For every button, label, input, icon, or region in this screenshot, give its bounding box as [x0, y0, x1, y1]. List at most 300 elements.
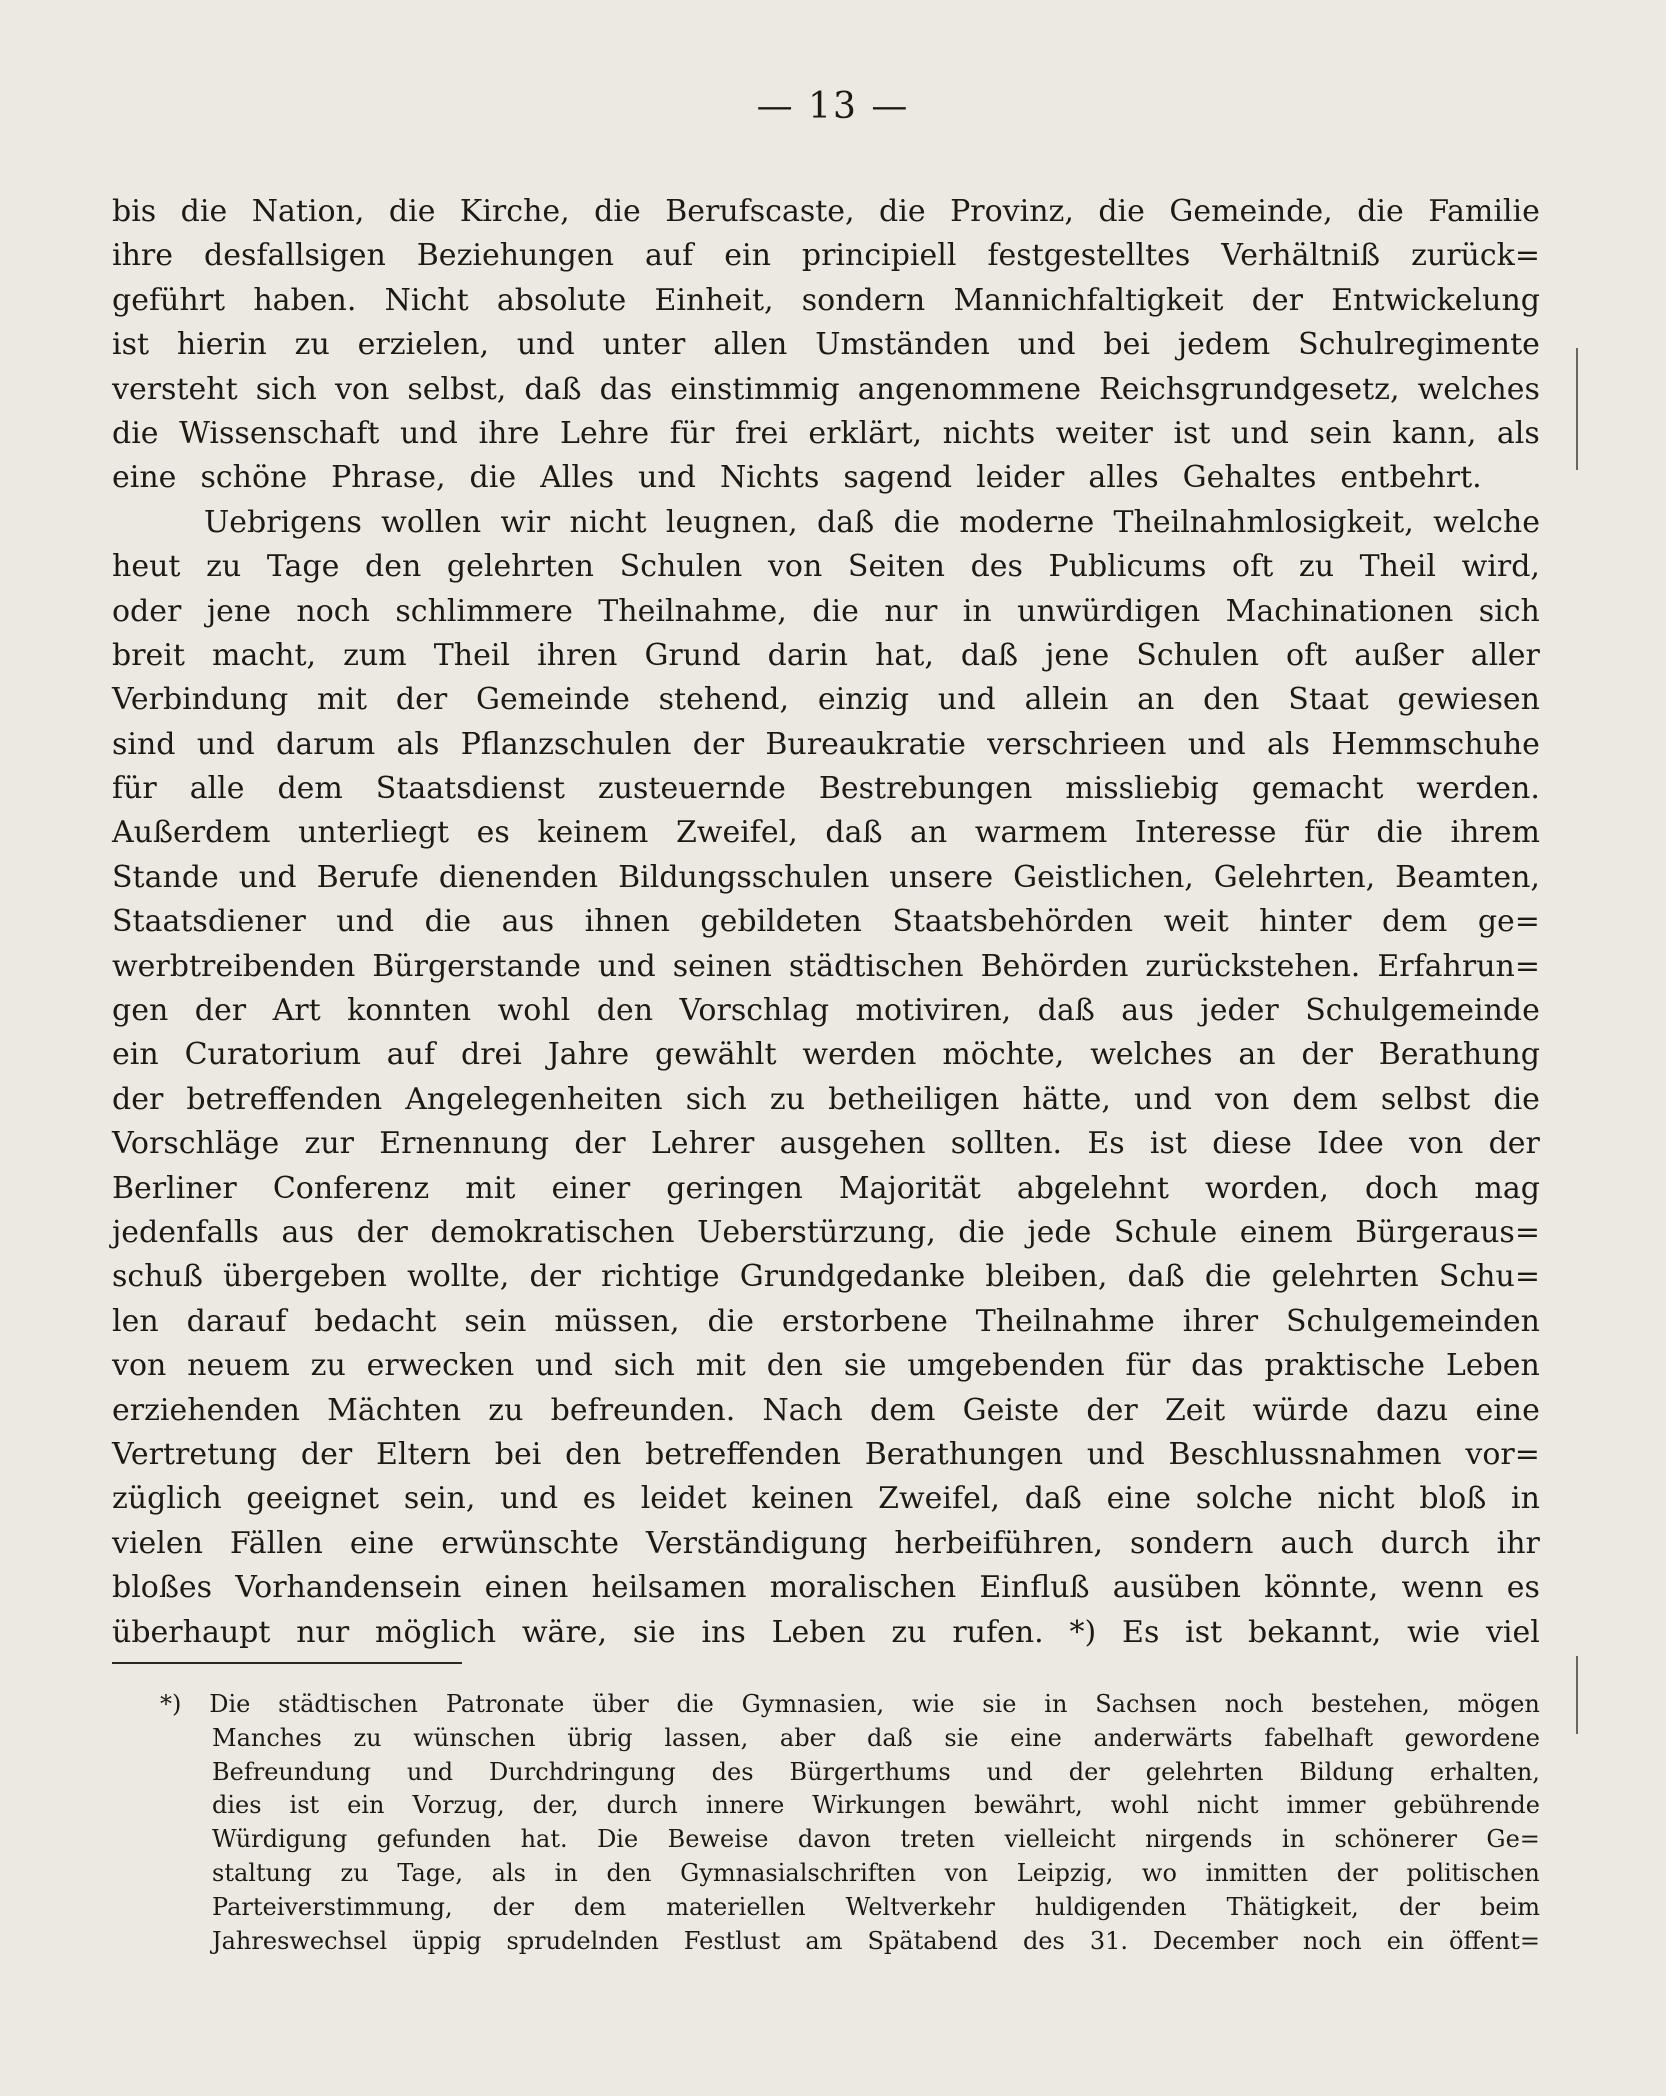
word: als [396, 726, 440, 762]
word: zu [206, 549, 242, 585]
word: den [365, 549, 422, 585]
word: und [535, 1348, 593, 1384]
word: die [1493, 1081, 1540, 1117]
word: solche [1195, 1481, 1293, 1517]
word: innere [705, 1791, 785, 1820]
word: ist [112, 327, 150, 363]
word: an [1238, 1037, 1276, 1073]
word: davon [797, 1825, 871, 1854]
word: über [592, 1690, 649, 1718]
word: Theil [433, 637, 511, 673]
word: durch [606, 1791, 678, 1820]
word: moralischen [769, 1570, 957, 1606]
footnote-line [112, 1925, 1540, 1959]
word: daß [960, 637, 1019, 673]
body-line [112, 590, 1540, 634]
word: für [669, 415, 715, 451]
word: den [565, 1436, 622, 1472]
word: die [180, 194, 228, 229]
body-line [112, 456, 1540, 500]
word: werden [802, 1037, 917, 1073]
word: es [476, 815, 510, 851]
word: aber [779, 1723, 836, 1752]
word: vor= [1465, 1436, 1540, 1472]
word: Die [209, 1690, 251, 1718]
word: rufen. [952, 1614, 1044, 1650]
word: ist [1185, 1614, 1223, 1650]
word: der, [532, 1791, 579, 1820]
word: Theilnahme, [598, 593, 787, 629]
word: die [676, 1690, 714, 1718]
body-line [112, 1167, 1540, 1211]
word: Uebrigens [204, 504, 362, 540]
word: alles [1088, 460, 1159, 496]
word: aus [281, 1214, 335, 1250]
word: Lehre [560, 415, 650, 451]
word: züglich [112, 1481, 222, 1517]
word: der [692, 726, 745, 762]
word: den [1203, 682, 1260, 718]
word: Angelegenheiten [405, 1081, 663, 1117]
word: und [1187, 726, 1246, 762]
word: zu [340, 1858, 369, 1887]
word: zusteuernde [597, 771, 786, 807]
word: wenn [1401, 1570, 1484, 1606]
word: Bürgeraus= [1355, 1214, 1540, 1250]
word: und [400, 415, 458, 451]
body-line [112, 1033, 1540, 1077]
word: Mächten [327, 1392, 462, 1428]
word: Wissenschaft [179, 415, 380, 451]
body-line [112, 634, 1540, 678]
word: von [944, 1858, 989, 1887]
margin-pencil-mark [1576, 1656, 1578, 1734]
word: bestehen, [1311, 1690, 1430, 1718]
word: dem [277, 771, 343, 807]
word: Bürgerthums [789, 1757, 951, 1786]
word: an [1137, 682, 1175, 718]
word: die [469, 460, 517, 496]
footnote-separator [112, 1662, 462, 1664]
word: entbehrt. [1340, 460, 1482, 496]
word: Schulregimente [1298, 327, 1540, 363]
word: zurückstehen. [1145, 948, 1361, 984]
word: Beschlussnahmen [1168, 1436, 1442, 1472]
word: festgestelltes [987, 238, 1191, 274]
word: Publicums [1048, 549, 1207, 585]
word: Bestrebungen [818, 771, 1033, 807]
word: Interesse [1134, 815, 1277, 851]
word: demokratischen [430, 1214, 675, 1250]
word: der [1068, 1757, 1110, 1786]
word: Geiste [962, 1392, 1060, 1428]
word: daß [816, 504, 875, 540]
word: noch [1224, 1690, 1284, 1718]
word: ausüben [1112, 1570, 1241, 1606]
word: und [336, 904, 395, 940]
word: und [500, 1481, 559, 1517]
word: daß [1024, 1481, 1082, 1517]
word: der [1251, 282, 1303, 318]
word: materiellen [666, 1892, 806, 1921]
word: Gymnasien, [741, 1690, 885, 1718]
word: drei [460, 1037, 522, 1073]
word: Ge= [1486, 1825, 1540, 1854]
word: Verständigung [645, 1525, 868, 1561]
body-line [112, 1433, 1540, 1477]
word: Seiten [847, 549, 945, 585]
body-line [112, 1344, 1540, 1388]
word: wir [500, 504, 551, 540]
word: ge= [1477, 904, 1540, 940]
word: die [812, 593, 859, 629]
word: in [554, 1858, 578, 1887]
word: darum [276, 726, 376, 762]
word: wo [1141, 1858, 1177, 1887]
word: Stande [112, 859, 219, 895]
word: worden, [1205, 1170, 1329, 1206]
word: oft [1232, 549, 1274, 585]
word: außer [1354, 637, 1444, 673]
word: Staatsdienst [375, 771, 565, 807]
word: von [767, 549, 823, 585]
word: und [638, 460, 696, 496]
word: der [112, 1081, 164, 1117]
word: die [958, 1214, 1005, 1250]
word: der [1336, 1858, 1378, 1887]
word: Thätigkeit, [1226, 1892, 1359, 1921]
word: verschrieen [987, 726, 1167, 762]
word: vielleicht [1004, 1825, 1116, 1854]
word: als [1496, 415, 1540, 451]
word: dazu [1375, 1392, 1449, 1428]
word: ist [1149, 1126, 1187, 1162]
word: Verbindung [112, 682, 289, 718]
word: bleiben, [985, 1259, 1108, 1295]
word: den [596, 993, 654, 1029]
word: den [766, 1348, 823, 1384]
word: zu [310, 1348, 346, 1384]
word: und [516, 327, 575, 363]
word: von [1408, 1126, 1464, 1162]
word: der [1488, 1126, 1540, 1162]
word: gelehrten [446, 549, 595, 585]
word: daß [524, 371, 582, 407]
word: ihr [1496, 1525, 1540, 1561]
word: Theilnahme [975, 1303, 1155, 1339]
word: Conferenz [272, 1170, 430, 1206]
footnote-line [112, 1756, 1540, 1790]
word: betreffenden [645, 1436, 841, 1472]
word: Entwickelung [1331, 282, 1540, 318]
word: ausgehen [779, 1126, 926, 1162]
word: sein, [403, 1481, 476, 1517]
word: den [606, 1858, 652, 1887]
word: Bürgerstande [372, 948, 581, 984]
word: die [1204, 1259, 1252, 1295]
word: unsere [889, 859, 994, 895]
word: selbst [1380, 1081, 1471, 1117]
word: würde [1252, 1392, 1349, 1428]
word: wie [911, 1690, 955, 1718]
word: weit [1163, 904, 1229, 940]
word: einzig [817, 682, 910, 718]
word: für [1304, 815, 1349, 851]
word: aller [1470, 637, 1540, 673]
word: daß [1127, 1259, 1185, 1295]
body-line [112, 1122, 1540, 1166]
word: Durchdringung [489, 1757, 676, 1786]
footnote-line [112, 1688, 1540, 1722]
word: leugnen, [665, 504, 798, 540]
word: Umständen [815, 327, 990, 363]
word: als [491, 1858, 526, 1887]
word: vielen [112, 1525, 203, 1561]
body-line [112, 190, 1540, 234]
word: Vertretung [112, 1436, 278, 1472]
word: dem [573, 1892, 627, 1921]
word: und [1017, 327, 1076, 363]
word: umgebenden [907, 1348, 1105, 1384]
word: die [1098, 194, 1145, 229]
word: huldigenden [1034, 1892, 1187, 1921]
word: motiviren, [855, 993, 1012, 1029]
word: Gemeinde [476, 682, 630, 718]
word: dienenden [438, 859, 599, 895]
word: sondern [1130, 1525, 1254, 1561]
word: könnte, [1264, 1570, 1379, 1606]
body-line [112, 545, 1540, 589]
word: Gehaltes [1182, 460, 1317, 496]
word: schlimmere [395, 593, 573, 629]
word: ein [724, 238, 771, 274]
word: üppig [412, 1926, 482, 1955]
word: gebildeten [700, 904, 862, 940]
word: und [937, 682, 996, 718]
word: am [805, 1926, 843, 1955]
word: neuem [187, 1348, 290, 1384]
word: eine [112, 460, 177, 496]
word: bedacht [314, 1303, 437, 1339]
body-line [112, 1255, 1540, 1299]
word: Curatorium [184, 1037, 361, 1073]
word: für [1125, 1348, 1171, 1384]
word: Gelehrten, [1213, 859, 1376, 895]
body-line [112, 234, 1540, 278]
word: unter [602, 327, 686, 363]
word: aus [501, 904, 555, 940]
word: zu [488, 1392, 524, 1428]
word: oder [112, 593, 182, 629]
word: dies [212, 1791, 262, 1820]
word: aus [1121, 993, 1174, 1029]
word: für [112, 771, 157, 807]
word: einem [1239, 1214, 1333, 1250]
word: auch [1280, 1525, 1354, 1561]
word: wollte, [407, 1259, 510, 1295]
word: Theil [1359, 549, 1436, 585]
word: Lehrer [650, 1126, 755, 1162]
word: die [594, 194, 641, 229]
word: absolute [496, 282, 627, 318]
word: daß [866, 1723, 913, 1752]
word: kann, [1392, 415, 1477, 451]
body-line [112, 368, 1540, 412]
word: sind [112, 726, 176, 762]
word: übergeben [223, 1259, 387, 1295]
word: und [1134, 1081, 1192, 1117]
word: Grundgedanke [739, 1259, 966, 1295]
word: Behörden [980, 948, 1129, 984]
word: Familie [1428, 194, 1540, 229]
word: gefunden [376, 1825, 492, 1854]
word: ihrer [1182, 1303, 1259, 1339]
word: gewiesen [1397, 682, 1540, 718]
word: hätte, [1022, 1081, 1111, 1117]
word: als [1266, 726, 1310, 762]
word: Festlust [683, 1926, 781, 1955]
word: allein [1024, 682, 1109, 718]
word: Außerdem [112, 815, 271, 851]
word: möchte, [942, 1037, 1065, 1073]
word: schöne [200, 460, 308, 496]
body-line [112, 900, 1540, 944]
word: werden. [1416, 771, 1540, 807]
word: Ueberstürzung, [697, 1214, 936, 1250]
word: Grund [644, 637, 741, 673]
word: Nicht [384, 282, 469, 318]
word: und [238, 859, 297, 895]
word: daß [825, 815, 883, 851]
body-line [112, 1300, 1540, 1344]
word: geringen [666, 1170, 803, 1206]
word: Verhältniß [1221, 238, 1381, 274]
word: es [582, 1481, 616, 1517]
word: und [1086, 1436, 1145, 1472]
word: von [112, 1348, 167, 1384]
word: hat, [875, 637, 934, 673]
body-line [112, 678, 1540, 722]
word: Reichsgrundgesetz, [1099, 371, 1400, 407]
word: politischen [1406, 1858, 1540, 1887]
word: von [1214, 1081, 1270, 1117]
word: mag [1474, 1170, 1540, 1206]
word: die [112, 415, 159, 451]
word: zu [891, 1614, 927, 1650]
word: Jahreswechsel [212, 1926, 388, 1955]
word: welche [1433, 504, 1540, 540]
word: heut [112, 549, 181, 585]
body-line [112, 1078, 1540, 1122]
word: schuß [112, 1259, 203, 1295]
word: unwürdigen [1017, 593, 1201, 629]
word: sie [944, 1723, 979, 1752]
word: Zweifel, [675, 815, 798, 851]
footnote-line [112, 1823, 1540, 1857]
word: Nation, [251, 194, 365, 229]
footnote-block [112, 1688, 1540, 1958]
word: bloß [1419, 1481, 1487, 1517]
word: gewordene [1404, 1723, 1540, 1752]
word: seinen [672, 948, 772, 984]
word: erklärt, [808, 415, 923, 451]
word: Sachsen [1095, 1690, 1197, 1718]
word: zum [343, 637, 407, 673]
word: Berathung [1378, 1037, 1540, 1073]
word: noch [1302, 1926, 1362, 1955]
word: nicht [1196, 1791, 1259, 1820]
word: Hemmschuhe [1331, 726, 1540, 762]
word: Leipzig, [1016, 1858, 1114, 1887]
word: Theilnahmlosigkeit, [1113, 504, 1414, 540]
word: angenommene [857, 371, 1082, 407]
footnote-line [112, 1722, 1540, 1756]
word: bekannt, [1248, 1614, 1382, 1650]
word: Spätabend [867, 1926, 998, 1955]
word: konnten [347, 993, 472, 1029]
word: heilsamen [591, 1570, 747, 1606]
word: Idee [1317, 1126, 1384, 1162]
word: müssen, [554, 1303, 680, 1339]
word: der [529, 1259, 581, 1295]
word: abgelehnt [1016, 1170, 1169, 1206]
word: eine [1010, 1723, 1062, 1752]
word: gewählt [655, 1037, 777, 1073]
word: die [1357, 194, 1404, 229]
word: jene [1045, 637, 1110, 673]
word: len [112, 1303, 159, 1339]
word: herbeiführen, [894, 1525, 1104, 1561]
word: Geistlichen, [1013, 859, 1194, 895]
word: und [196, 726, 255, 762]
word: der [574, 1126, 626, 1162]
body-line [112, 1389, 1540, 1433]
word: bei [1103, 327, 1150, 363]
word: ein [1386, 1926, 1425, 1955]
word: Schulgemeinden [1285, 1303, 1540, 1339]
word: Vorschlag [679, 993, 830, 1029]
word: ein [112, 1037, 159, 1073]
word: Alles [540, 460, 615, 496]
word: werbtreibenden [112, 948, 356, 984]
footnote-line [112, 1891, 1540, 1925]
word: wäre, [521, 1614, 608, 1650]
word: dem [870, 1392, 936, 1428]
word: selbst, [407, 371, 507, 407]
body-line [112, 323, 1540, 367]
word: Wirkungen [812, 1791, 947, 1820]
word: Einfluß [979, 1570, 1090, 1606]
word: in [1044, 1690, 1068, 1718]
word: des [1022, 1926, 1065, 1955]
word: bloßes [112, 1570, 213, 1606]
word: richtige [600, 1259, 720, 1295]
word: erwünschte [441, 1525, 619, 1561]
word: zur [304, 1126, 354, 1162]
word: keinen [751, 1481, 854, 1517]
word: schönerer [1334, 1825, 1457, 1854]
word: Leben [771, 1614, 866, 1650]
word: sollten. [950, 1126, 1063, 1162]
word: das [599, 371, 653, 407]
word: sie [843, 1348, 887, 1384]
word: keinem [537, 815, 649, 851]
word: ihrem [1450, 815, 1540, 851]
word: die [1376, 815, 1423, 851]
word: Zeit [1164, 1392, 1226, 1428]
word: lassen, [664, 1723, 749, 1752]
word: bei [494, 1436, 542, 1472]
